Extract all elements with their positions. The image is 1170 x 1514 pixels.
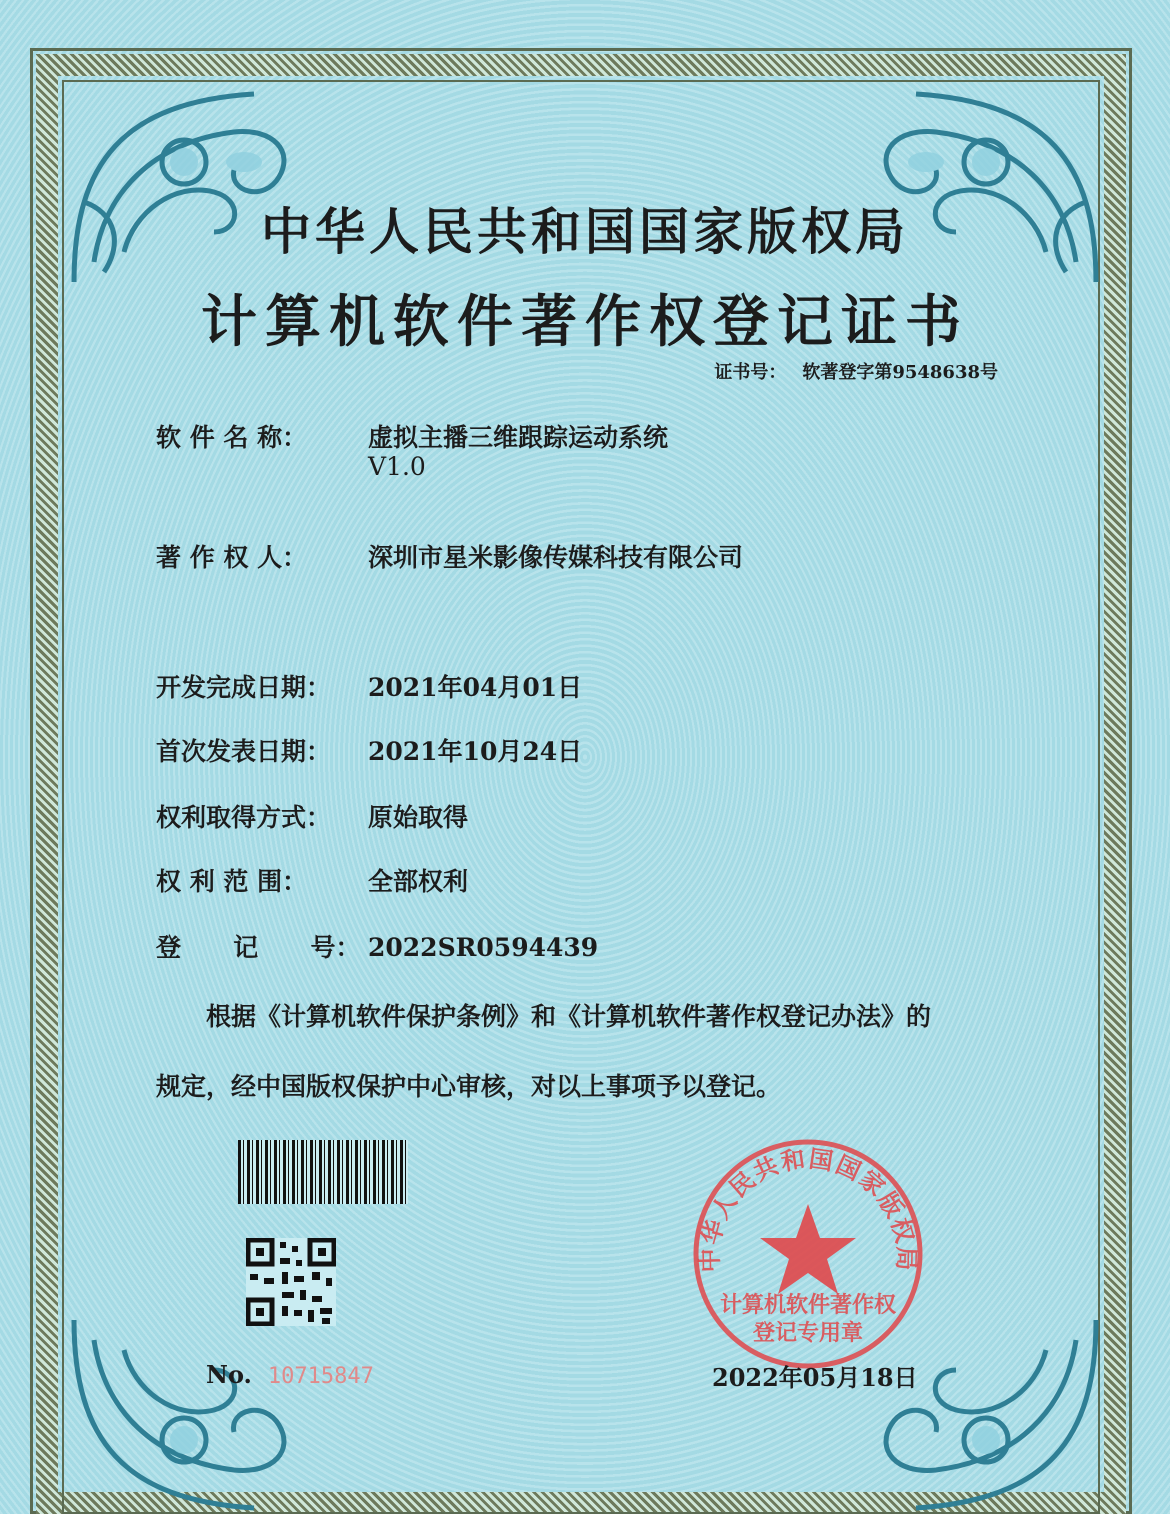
- acquire-label: 权利取得方式：: [156, 803, 332, 832]
- dev-date-label: 开发完成日期：: [156, 673, 332, 702]
- owner-value: 深圳市星米影像传媒科技有限公司: [368, 543, 744, 572]
- pub-date-row: [156, 732, 582, 768]
- authority-title: 中华人民共和国国家版权局: [261, 202, 909, 261]
- statement-line-2: 规定，经中国版权保护中心审核，对以上事项予以登记。: [156, 1072, 782, 1101]
- serial-number: [206, 1360, 374, 1389]
- owner-label: 著 作 权 人：: [156, 543, 308, 572]
- software-name-value: 虚拟主播三维跟踪运动系统: [368, 423, 669, 452]
- software-version-value: V1.0: [368, 452, 426, 481]
- acquire-row: [156, 798, 468, 834]
- qr-code-icon: [246, 1238, 336, 1326]
- registration-label: 登 记 号：: [156, 933, 361, 962]
- pub-date-label: 首次发表日期：: [156, 737, 332, 766]
- registration-row: [156, 928, 598, 964]
- acquire-value: 原始取得: [368, 803, 469, 832]
- scope-value: 全部权利: [368, 867, 469, 896]
- dev-date-value: 2021年04月01日: [368, 673, 583, 702]
- serial-number-label: No.: [206, 1360, 252, 1389]
- svg-text:登记专用章: 登记专用章: [752, 1320, 864, 1346]
- svg-text:计算机软件著作权: 计算机软件著作权: [719, 1292, 897, 1318]
- registration-value: 2022SR0594439: [368, 933, 599, 962]
- certificate-number-value: 软著登字第9548638号: [802, 362, 998, 383]
- corner-ornament-icon: [64, 1300, 324, 1514]
- software-name-label: 软 件 名 称：: [156, 423, 308, 452]
- certificate-number-label: 证书号：: [714, 362, 787, 383]
- pub-date-value: 2021年10月24日: [368, 737, 583, 766]
- serial-number-value: 10715847: [267, 1364, 374, 1389]
- barcode-icon: [238, 1140, 408, 1204]
- software-version-row: [156, 452, 426, 481]
- scope-label: 权 利 范 围：: [156, 867, 308, 896]
- certificate-number: [714, 358, 998, 384]
- svg-text:中华人民共和国国家版权局: 中华人民共和国国家版权局: [694, 1143, 922, 1273]
- scope-row: [156, 862, 468, 898]
- certificate-title: 计算机软件著作权登记证书: [201, 289, 969, 355]
- issue-date: 2022年05月18日: [712, 1363, 918, 1392]
- official-seal-icon: [682, 1134, 934, 1374]
- software-name-row: [156, 418, 668, 454]
- statement-line-1: 根据《计算机软件保护条例》和《计算机软件著作权登记办法》的: [206, 1002, 932, 1031]
- owner-row: [156, 538, 743, 574]
- dev-date-row: [156, 668, 582, 704]
